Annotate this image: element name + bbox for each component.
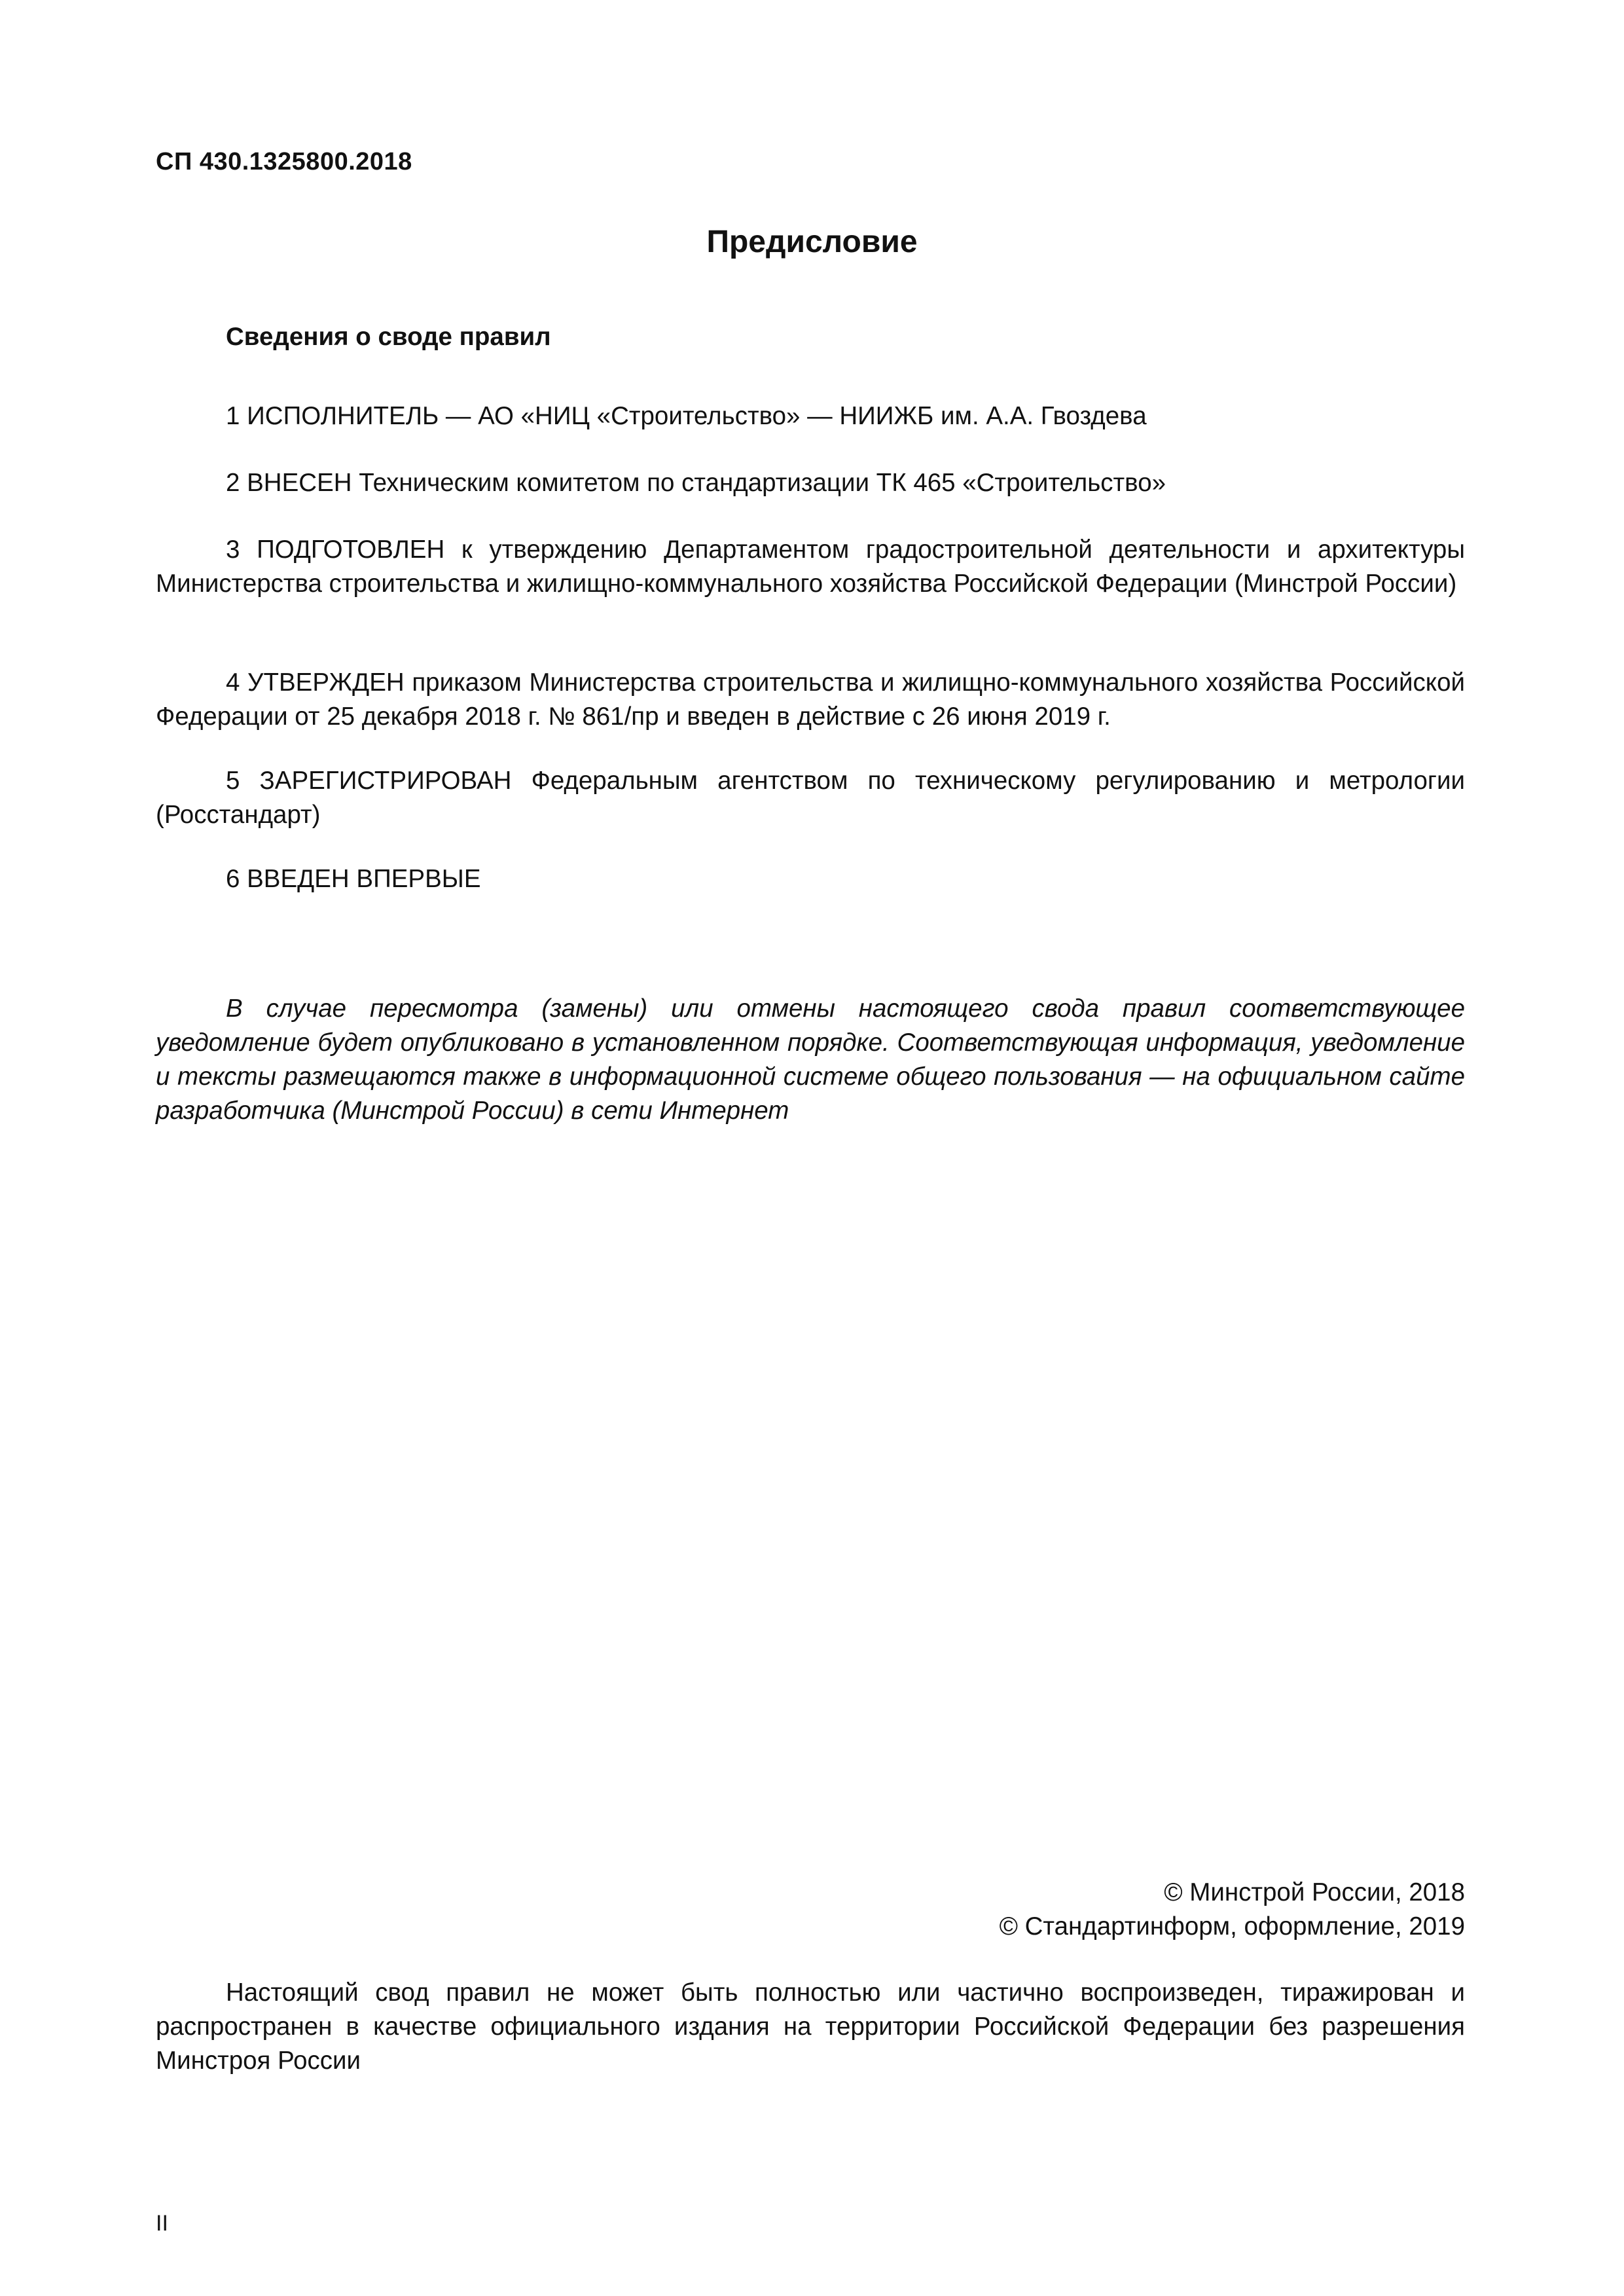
copyright-minstroy: © Минстрой России, 2018 bbox=[1164, 1878, 1465, 1906]
info-item-5: 5 ЗАРЕГИСТРИРОВАН Федеральным агентством по техническому регулированию и метрологии (Росстандарт) bbox=[156, 767, 1465, 829]
info-item-4: 4 УТВЕРЖДЕН приказом Министерства строительства и жилищно-коммунального хозяйства Российской Федерации от 25 декабря 2018 г. № 861/пр и введен в действие с 26 июня 2019 г. bbox=[156, 668, 1465, 731]
section-heading: Сведения о своде правил bbox=[226, 323, 551, 351]
page-title: Предисловие bbox=[706, 225, 918, 259]
info-item-3: 3 ПОДГОТОВЛЕН к утверждению Департаментом градостроительной деятельности и архитектуры Министерства строительства и жилищно-коммунального хозяйства Российской Федерации (Минстрой России) bbox=[156, 536, 1465, 598]
info-item-6: 6 ВВЕДЕН ВПЕРВЫЕ bbox=[226, 865, 481, 893]
revision-notice: В случае пересмотра (замены) или отмены настоящего свода правил соответствующее уведомление будет опубликовано в установленном порядке. Соответствующая информация, уведомление и тексты размещаются также в информационной системе общего пользования — на официальном сайте разработчика (Минстрой России) в сети Интернет bbox=[156, 994, 1465, 1125]
copyright-standartinform: © Стандартинформ, оформление, 2019 bbox=[999, 1912, 1465, 1941]
reproduction-notice: Настоящий свод правил не может быть полностью или частично воспроизведен, тиражирован и распространен в качестве официального издания на территории Российской Федерации без разрешения Минстроя России bbox=[156, 1978, 1465, 2075]
document-code: СП 430.1325800.2018 bbox=[156, 148, 412, 175]
info-item-1: 1 ИСПОЛНИТЕЛЬ — АО «НИЦ «Строительство» — НИИЖБ им. А.А. Гвоздева bbox=[226, 402, 1147, 430]
info-item-2: 2 ВНЕСЕН Техническим комитетом по стандартизации ТК 465 «Строительство» bbox=[226, 469, 1166, 497]
page-number: II bbox=[156, 2211, 168, 2236]
